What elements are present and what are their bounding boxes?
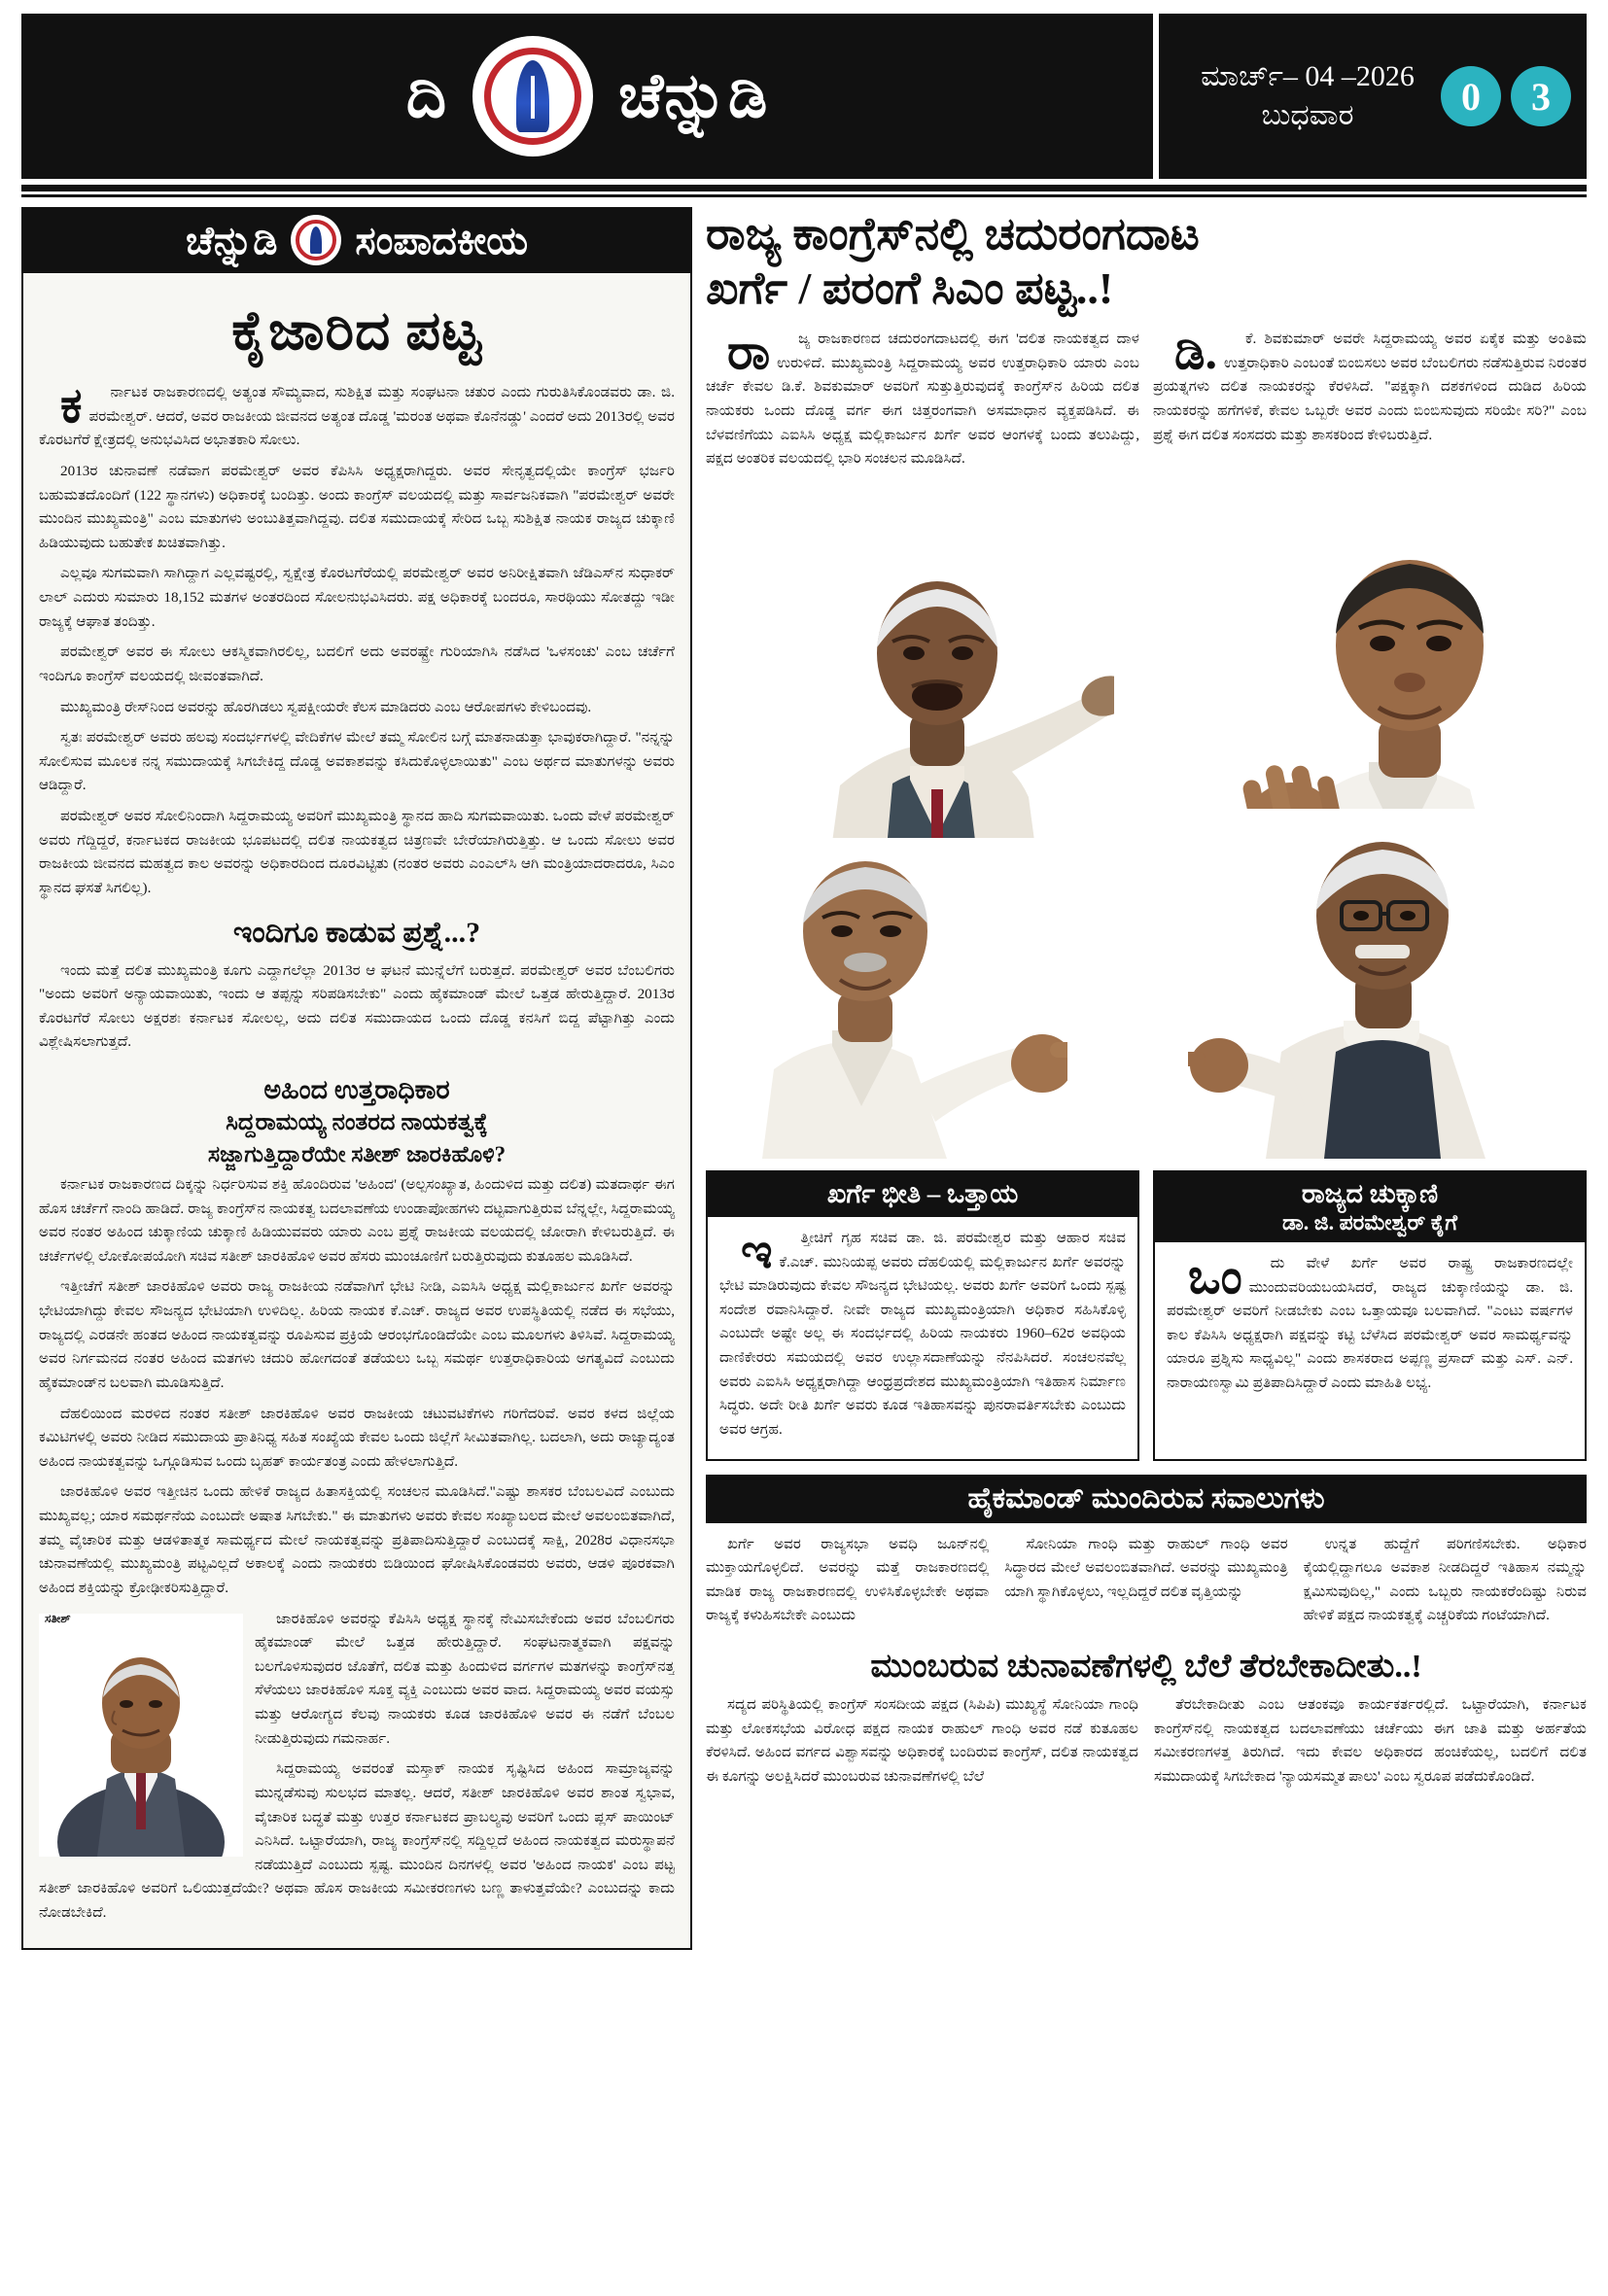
- highcommand-col-1: ಖರ್ಗೆ ಅವರ ರಾಜ್ಯಸಭಾ ಅವಧಿ ಜೂನ್‌ನಲ್ಲಿ ಮುಕ್ತಾಯಗೊಳ್ಳಲಿದೆ. ಅವರನ್ನು ಮತ್ತೆ ರಾಜಕಾರಣದಲ್ಲಿ ಮಾಡಿಕ ರಾಜ್ಯ ರಾಜಕಾರಣದಲ್ಲಿ ಉಳಿಸಿಕೊಳ್ಳಬೇಕೇ ಅಥವಾ ರಾಜ್ಯಕ್ಕೆ ಕಳುಹಿಸಬೇಕೇ ಎಂಬುದು: [706, 1535, 990, 1624]
- lead-headline-line-1: ರಾಜ್ಯ ಕಾಂಗ್ರೆಸ್‌ನಲ್ಲಿ ಚದುರಂಗದಾಟ: [706, 209, 1200, 259]
- satish-jarkiholi-photo: [39, 1614, 243, 1857]
- masthead-title-block: [21, 14, 1153, 179]
- editorial-paragraph: ಕರ್ನಾಟಕ ರಾಜಕಾರಣದಲ್ಲಿ ಅತ್ಯಂತ ಸೌಮ್ಯವಾದ, ಸುಶಿಕ್ಷಿತ ಮತ್ತು ಸಂಘಟನಾ ಚತುರ ಎಂದು ಗುರುತಿಸಿಕೊಂಡವರು ಡಾ. ಜಿ. ಪರಮೇಶ್ವರ್. ಆದರೆ, ಅವರ ರಾಜಕೀಯ ಜೀವನದ ಅತ್ಯಂತ ದೊಡ್ಡ 'ಮರಂತ ಅಥವಾ ಕೊನೆನಡ್ಡು' ಎಂದರೆ ಅದು 2013ರಲ್ಲಿ ಅವರ ಕೊರಟಗೆರೆ ಕ್ಷೇತ್ರದಲ್ಲಿ ಅನುಭವಿಸಿದ ಅಭಾತಕಾರಿ ಸೋಲು.: [39, 378, 675, 449]
- masthead-date-block: [1159, 14, 1587, 179]
- highcommand-col-3: ಉನ್ನತ ಹುದ್ದೆಗೆ ಪರಿಗಣಿಸಬೇಕು. ಅಧಿಕಾರ ಕೈಯಲ್ಲಿದ್ದಾಗಲೂ ಅವಕಾಶ ನೀಡದಿದ್ದರೆ ಇತಿಹಾಸ ನಮ್ಮನ್ನು ಕ್ಷಮಿಸುವುದಿಲ್ಲ," ಎಂದು ಒಬ್ಬರು ನಾಯಕರೆಂದಿಷ್ಟು ನಿರುವ ಹೇಳಿಕೆ ಪಕ್ಷದ ನಾಯಕತ್ವಕ್ಕೆ ಎಚ್ಚರಿಕೆಯ ಗಂಟೆಯಾಗಿದೆ.: [1303, 1535, 1587, 1624]
- editorial-banner-right: ಸಂಪಾದಕೀಯ: [355, 218, 529, 262]
- page-digit-2: 3: [1511, 66, 1571, 126]
- masthead-date: [1174, 57, 1441, 136]
- page-grid: [21, 207, 1587, 1950]
- editorial-column: [21, 207, 692, 1950]
- editorial-paragraph: ಎಲ್ಲವೂ ಸುಗಮವಾಗಿ ಸಾಗಿದ್ದಾಗ ಎಲ್ಲವಷ್ಟರಲ್ಲಿ, ಸ್ವಕ್ಷೇತ್ರ ಕೊರಟಗೆರೆಯಲ್ಲಿ ಪರಮೇಶ್ವರ್ ಅವರ ಅನಿರೀಕ್ಷಿತವಾಗಿ ಜೆಡಿಎಸ್‌ನ ಸುಧಾಕರ್ ಲಾಲ್ ಎದುರು ಸುಮಾರು 18,152 ಮತಗಳ ಅಂತರದಿಂದ ಸೋಲನುಭವಿಸಿದರು. ಪಕ್ಷ ಅಧಿಕಾರಕ್ಕೆ ಬಂದರೂ, ಸಾರಥಿಯು ಸೋತದ್ದು ಇಡೀ ರಾಜ್ಯಕ್ಕೆ ಆಘಾತ ತಂದಿತ್ತು.: [39, 565, 675, 630]
- lead-paragraph-2: ಡಿ.ಕೆ. ಶಿವಕುಮಾರ್ ಅವರೇ ಸಿದ್ದರಾಮಯ್ಯ ಅವರ ಏಕೈಕ ಮತ್ತು ಅಂತಿಮ ಉತ್ತರಾಧಿಕಾರಿ ಎಂಬಂತೆ ಬಿಂಬಿಸಲು ಅವರ ಬೆಂಬಲಿಗರು ನಡೆಸುತ್ತಿರುವ ನಿರಂತರ ಪ್ರಯತ್ನಗಳು ದಲಿತ ನಾಯಕರನ್ನು ಕೆರಳಿಸಿದೆ. "ಪಕ್ಷಕ್ಕಾಗಿ ದಶಕಗಳಿಂದ ದುಡಿದ ಹಿರಿಯ ನಾಯಕರನ್ನು ಹಗೆಗಳಿಕೆ, ಕೇವಲ ಒಬ್ಬರೇ ಅವರ ಎಂದು ಬಿಂಬಿಸುವುದು ಸರಿಯೇ ಸರಿ?" ಎಂಬ ಪ್ರಶ್ನೆ ಈಗ ದಲಿತ ಸಂಸದರು ಮತ್ತು ಶಾಸಕರಿಂದ ಕೇಳಿಬರುತ್ತಿದೆ.: [1153, 325, 1587, 443]
- pen-nib-badge-icon: [291, 215, 341, 265]
- parameshwara-box-title: [1155, 1172, 1585, 1242]
- subheading-2-line-2: ಸಿದ್ದರಾಮಯ್ಯ ನಂತರದ ನಾಯಕತ್ವಕ್ಕೆ: [226, 1110, 488, 1136]
- lead-headline-line-2: ಖರ್ಗೆ / ಪರಂಗೆ ಸಿಎಂ ಪಟ್ಟ..!: [706, 263, 1114, 314]
- highcommand-col-2: ಸೋನಿಯಾ ಗಾಂಧಿ ಮತ್ತು ರಾಹುಲ್ ಗಾಂಧಿ ಅವರ ಸಿದ್ಧಾರದ ಮೇಲೆ ಅವಲಂಬಿತವಾಗಿದೆ. ಅವರನ್ನು ಮುಖ್ಯಮಂತ್ರಿ ಯಾಗಿ ಸ್ಥಾಗಿಕೊಳ್ಳಲು, ಇಲ್ಲದಿದ್ದರೆ ದಲಿತ ವೃತ್ತಿಯನ್ನು: [1004, 1535, 1288, 1600]
- elections-band-title: ಮುಂಬರುವ ಚುನಾವಣೆಗಳಲ್ಲಿ ಬೆಲೆ ತೆರಬೇಕಾದೀತು..!: [870, 1649, 1422, 1686]
- editorial-subheading-1: ಇಂದಿಗೂ ಕಾಡುವ ಪ್ರಶ್ನೆ...?: [232, 916, 481, 949]
- satish-portrait-illustration: [39, 1614, 243, 1857]
- masthead-rule: [21, 185, 1587, 191]
- editorial-paragraph: ಸಿದ್ದರಾಮಯ್ಯ ಅವರಂತೆ ಮಸ್ತಾಕ್ ನಾಯಕ ಸೃಷ್ಟಿಸಿದ ಅಹಿಂದ ಸಾಮ್ರಾಜ್ಯವನ್ನು ಮುನ್ನಡೆಸುವು ಸುಲಭದ ಮಾತಲ್ಲ. ಆದರೆ, ಸತೀಶ್ ಜಾರಕಿಹೊಳಿ ಅವರ ಶಾಂತ ಸ್ವಭಾವ, ವೈಚಾರಿಕ ಬದ್ಧತೆ ಮತ್ತು ಉತ್ತರ ಕರ್ನಾಟಕದ ಪ್ರಾಬಲ್ಯವು ಅವರಿಗೆ ಒಂದು ಪ್ಲಸ್ ಪಾಯಿಂಟ್ ಎನಿಸಿದೆ. ಒಟ್ಟಾರೆಯಾಗಿ, ರಾಜ್ಯ ಕಾಂಗ್ರೆಸ್‌ನಲ್ಲಿ ಸದ್ದಿಲ್ಲದೆ ಅಹಿಂದ ನಾಯಕತ್ವದ ಮರುಸ್ಥಾಪನೆ ನಡೆಯುತ್ತಿದೆ ಎಂಬುದು ಸ್ಪಷ್ಟ. ಮುಂದಿನ ದಿನಗಳಲ್ಲಿ ಅವರ 'ಅಹಿಂದ ನಾಯಕ' ಎಂಬ ಪಟ್ಟ ಸತೀಶ್ ಜಾರಕಿಹೊಳಿ ಅವರಿಗೆ ಒಲಿಯುತ್ತದೆಯೇ? ಅಥವಾ ಹೊಸ ರಾಜಕೀಯ ಸಮೀಕರಣಗಳು ಬಣ್ಣ ತಾಳುತ್ತವೆಯೇ? ಎಂಬುದನ್ನು ಕಾದು ನೋಡಬೇಕಿದೆ.: [39, 1760, 675, 1921]
- editorial-subheading-2: [39, 1072, 675, 1169]
- parameshwara-box-title-line-1: ರಾಜ್ಯದ ಚುಕ್ಕಾಣಿ: [1301, 1178, 1439, 1208]
- editorial-banner: [21, 207, 692, 273]
- editorial-paragraph: ಸ್ವತಃ ಪರಮೇಶ್ವರ್ ಅವರು ಹಲವು ಸಂದರ್ಭಗಳಲ್ಲಿ ವೇದಿಕೆಗಳ ಮೇಲೆ ತಮ್ಮ ಸೋಲಿನ ಬಗ್ಗೆ ಮಾತನಾಡುತ್ತಾ ಭಾವುಕರಾಗಿದ್ದಾರೆ. "ನನ್ನನ್ನು ಸೋಲಿಸುವ ಮೂಲಕ ನನ್ನ ಸಮುದಾಯಕ್ಕೆ ಸಿಗಬೇಕಿದ್ದ ದೊಡ್ಡ ಅವಕಾಶವನ್ನು ಕಸಿದುಕೊಳ್ಳಲಾಯಿತು" ಎಂಬ ಅರ್ಥದ ಮಾತುಗಳನ್ನು ಅವರು ಆಡಿದ್ದಾರೆ.: [39, 729, 675, 794]
- lead-headline: [706, 207, 1587, 316]
- editorial-paragraph: ಇಂದು ಮತ್ತೆ ದಲಿತ ಮುಖ್ಯಮಂತ್ರಿ ಕೂಗು ಎದ್ದಾಗಲೆಲ್ಲಾ 2013ರ ಆ ಘಟನೆ ಮುನ್ನೆಲೆಗೆ ಬರುತ್ತದೆ. ಪರಮೇಶ್ವರ್ ಅವರ ಬೆಂಬಲಿಗರು "ಅಂದು ಅವರಿಗೆ ಅನ್ಯಾಯವಾಯಿತು, ಇಂದು ಆ ತಪ್ಪನ್ನು ಸರಿಪಡಿಸಬೇಕು" ಎಂದು ಹೈಕಮಾಂಡ್ ಮೇಲೆ ಒತ್ತಡ ಹೇರುತ್ತಿದ್ದಾರೆ. 2013ರ ಕೊರಟಗೆರೆ ಸೋಲು ಅಕ್ಷರಶಃ ಕರ್ನಾಟಕ ಸೋಲಲ್ಲ, ಅದು ದಲಿತ ಸಮುದಾಯದ ಒಂದು ದೊಡ್ಡ ಕನಸಿಗೆ ಬಿದ್ದ ಪೆಟ್ಟಾಗಿತ್ತು ಎಂದು ವಿಶ್ಲೇಷಿಸಲಾಗುತ್ತದೆ.: [39, 961, 675, 1051]
- editorial-title: ಕೈಜಾರಿದ ಪಟ್ಟ: [231, 301, 482, 362]
- editorial-paragraph: ಜಾರಕಿಹೊಳಿ ಅವರ ಇತ್ತೀಚಿನ ಒಂದು ಹೇಳಿಕೆ ರಾಜ್ಯದ ಹಿತಾಸಕ್ತಿಯಲ್ಲಿ ಸಂಚಲನ ಮೂಡಿಸಿದೆ."ಎಷ್ಟು ಶಾಸಕರ ಬೆಂಬಲವಿದೆ ಎಂಬುದು ಮುಖ್ಯವಲ್ಲ; ಯಾರ ಸಮರ್ಥನೆಯ ಎಂಬುದೇ ಅಷಾತ ಸಿಗಬೇಕು." ಈ ಮಾತುಗಳು ಅವರು ಕೇವಲ ಸಂಖ್ಯಾಬಲದ ಮೇಲೆ ಅವಲಂಬಿತವಾಗಿದೆ, ತಮ್ಮ ವೈಚಾರಿಕ ಮತ್ತು ಆಡಳಿತಾತ್ಮಕ ಸಾಮರ್ಥ್ಯದ ಮೇಲೆ ನಾಯಕತ್ವವನ್ನು ಪ್ರತಿಪಾದಿಸುತ್ತಿದ್ದಾರೆ ಎಂಬುದಕ್ಕೆ ಸಾಕ್ಷಿ, 2028ರ ವಿಧಾನಸಭಾ ಚುನಾವಣೆಯಲ್ಲಿ ಮುಖ್ಯಮಂತ್ರಿ ಪಟ್ಟವಿಲ್ಲದೆ ಅಕಾಲಕ್ಕೆ ಎಂದು ನಾಯಕರು ಬಿಡಿಯಿಂದ ಘೋಷಿಸಿಕೊಂಡವರು ಅವರು, ಆಡಳಿ ಪೂರಕವಾಗಿ ಅಹಿಂದ ಶಕ್ತಿಯನ್ನು ಕ್ರೋಢೀಕರಿಸುತ್ತಿದ್ದಾರೆ.: [39, 1483, 675, 1596]
- photo-collage: [706, 488, 1587, 1159]
- masthead-word-left: ದಿ: [405, 61, 448, 130]
- parameshwara-box-body: ಒಂದು ವೇಳೆ ಖರ್ಗೆ ಅವರ ರಾಷ್ಟ್ರ ರಾಜಕಾರಣದಲ್ಲೇ ಮುಂದುವರಿಯಬಯಸಿದರೆ, ರಾಜ್ಯದ ಚುಕ್ಕಾಣಿಯನ್ನು ಡಾ. ಜಿ. ಪರಮೇಶ್ವರ್ ಅವರಿಗೆ ನೀಡಬೇಕು ಎಂಬ ಒತ್ತಾಯವೂ ಬಲವಾಗಿದೆ. "ಎಂಟು ವರ್ಷಗಳ ಕಾಲ ಕೆಪಿಸಿಸಿ ಅಧ್ಯಕ್ಷರಾಗಿ ಪಕ್ಷವನ್ನು ಕಟ್ಟಿ ಬೆಳೆಸಿದ ಪರಮೇಶ್ವರ್ ಅವರ ಸಾಮರ್ಥ್ಯವನ್ನು ಯಾರೂ ಪ್ರಶ್ನಿಸು ಸಾಧ್ಯವಿಲ್ಲ" ಎಂದು ಶಾಸಕರಾದ ಅಪ್ಪಣ್ಣ ಪ್ರಸಾದ್ ಮತ್ತು ಎಸ್. ಎನ್. ನಾರಾಯಣಸ್ವಾಮಿ ಪ್ರತಿಪಾದಿಸಿದ್ದಾರೆ ಎಂದು ಮಾಹಿತಿ ಲಭ್ಯ.: [1167, 1248, 1573, 1392]
- editorial-paragraph: ಜಾರಕಿಹೊಳಿ ಅವರನ್ನು ಕೆಪಿಸಿಸಿ ಅಧ್ಯಕ್ಷ ಸ್ಥಾನಕ್ಕೆ ನೇಮಿಸಬೇಕೆಂದು ಅವರ ಬೆಂಬಲಿಗರು ಹೈಕಮಾಂಡ್ ಮೇಲೆ ಒತ್ತಡ ಹೇರುತ್ತಿದ್ದಾರೆ. ಸಂಘಟನಾತ್ಮಕವಾಗಿ ಪಕ್ಷವನ್ನು ಬಲಗೊಳಿಸುವುದರ ಜೊತೆಗೆ, ದಲಿತ ಮತ್ತು ಹಿಂದುಳಿದ ವರ್ಗಗಳ ಮತಗಳನ್ನು ಕಾಂಗ್ರೆಸ್‌ನತ್ತ ಸೆಳೆಯಲು ಜಾರಕಿಹೊಳಿ ಸೂಕ್ತ ವ್ಯಕ್ತಿ ಎಂಬುದು ಅವರ ವಾದ. ಸಿದ್ದರಾಮಯ್ಯ ಅವರ ವಯಸ್ಸು ಮತ್ತು ಆರೋಗ್ಯದ ಕೆಲವು ನಾಯಕರು ಕೂಡ ಜಾರಕಿಹೊಳಿ ಅವರ ಈ ನಡೆಗೆ ಬೆಂಬಲ ನೀಡುತ್ತಿರುವುದು ಗಮನಾರ್ಹ.: [255, 1610, 675, 1747]
- parameshwara-box-title-line-2: ಡಾ. ಜಿ. ಪರಮೇಶ್ವರ್ ಕೈಗೆ: [1282, 1209, 1457, 1235]
- g-parameshwara-photo: [1188, 809, 1577, 1159]
- subheading-2-line-3: ಸಜ್ಜಾಗುತ್ತಿದ್ದಾರೆಯೇ ಸತೀಶ್ ಜಾರಕಿಹೊಳಿ?: [207, 1141, 507, 1166]
- lead-paragraph-1: ರಾಜ್ಯ ರಾಜಕಾರಣದ ಚದುರಂಗದಾಟದಲ್ಲಿ ಈಗ 'ದಲಿತ ನಾಯಕತ್ವದ ದಾಳ ಉರುಳಿದೆ. ಮುಖ್ಯಮಂತ್ರಿ ಸಿದ್ದರಾಮಯ್ಯ ಅವರ ಉತ್ತರಾಧಿಕಾರಿ ಯಾರು ಎಂಬ ಚರ್ಚೆ ಕೇವಲ ಡಿ.ಕೆ. ಶಿವಕುಮಾರ್ ಅವರಿಗೆ ಸುತ್ತುತ್ತಿರುವುದಕ್ಕೆ ಕಾಂಗ್ರೆಸ್‌ನ ಹಿರಿಯ ದಲಿತ ನಾಯಕರು ಒಂದು ದೊಡ್ಡ ವರ್ಗ ಈಗ ಚಿತ್ತರಂಗವಾಗಿ ಅಸಮಾಧಾನ ವ್ಯಕ್ತಪಡಿಸಿದೆ. ಈ ಬೆಳವಣಿಗೆಯು ಎಐಸಿಸಿ ಅಧ್ಯಕ್ಷ ಮಲ್ಲಿಕಾರ್ಜುನ ಖರ್ಗೆ ಅವರ ಆಂಗಳಕ್ಕೆ ಬಂದು ತಲುಪಿದ್ದು, ಪಕ್ಷದ ಅಂತರಿಕ ವಲಯದಲ್ಲಿ ಭಾರಿ ಸಂಚಲನ ಮೂಡಿಸಿದೆ.: [706, 325, 1139, 468]
- editorial-paragraph: ಪರಮೇಶ್ವರ್ ಅವರ ಸೋಲಿನಿಂದಾಗಿ ಸಿದ್ದರಾಮಯ್ಯ ಅವರಿಗೆ ಮುಖ್ಯಮಂತ್ರಿ ಸ್ಥಾನದ ಹಾದಿ ಸುಗಮವಾಯಿತು. ಒಂದು ವೇಳೆ ಪರಮೇಶ್ವರ್ ಅವರು ಗೆದ್ದಿದ್ದರೆ, ಕರ್ನಾಟಕದ ರಾಜಕೀಯ ಭೂಪಟದಲ್ಲಿ ದಲಿತ ನಾಯಕತ್ವದ ಚಿತ್ರಣವೇ ಬೇರೆಯಾಗಿರುತ್ತಿತ್ತು. ಆ ಒಂದು ಸೋಲು ಅವರ ರಾಜಕೀಯ ಜೀವನದ ಮಹತ್ವದ ಕಾಲ ಅವರನ್ನು ಅಧಿಕಾರದಿಂದ ದೂರವಿಟ್ಟಿತು (ನಂತರ ಅವರು ಎಂಎಲ್‌ಸಿ ಆಗಿ ಮಂತ್ರಿಯಾದರಾದರೂ, ಸಿಎಂ ಸ್ಥಾನದ ಘಸತೆ ಸಿಗಲಿಲ್ಲ).: [39, 808, 675, 896]
- lead-paragraphs: [706, 325, 1587, 478]
- page-number: [1441, 66, 1571, 126]
- two-box-row: [706, 1170, 1587, 1461]
- editorial-paragraph: ಪರಮೇಶ್ವರ್ ಅವರ ಈ ಸೋಲು ಆಕಸ್ಮಿಕವಾಗಿರಲಿಲ್ಲ, ಬದಲಿಗೆ ಅದು ಅವರಷ್ಟ್ರೇ ಗುರಿಯಾಗಿಸಿ ನಡೆಸಿದ 'ಒಳಸಂಚು' ಎಂಬ ಚರ್ಚೆಗೆ ಇಂದಿಗೂ ಕಾಂಗ್ರೆಸ್ ವಲಯದಲ್ಲಿ ಜೀವಂತವಾಗಿದೆ.: [39, 644, 675, 684]
- pen-nib-logo: [472, 36, 593, 157]
- editorial-banner-left: ಚೆನ್ನುಡಿ: [185, 218, 278, 262]
- siddaramaiah-photo: [717, 838, 1067, 1159]
- masthead-rule-2: [21, 194, 1587, 197]
- elections-col-1: ಸದ್ಯದ ಪರಿಸ್ಥಿತಿಯಲ್ಲಿ ಕಾಂಗ್ರೆಸ್ ಸಂಸದೀಯ ಪಕ್ಷದ (ಸಿಪಿಪಿ) ಮುಖ್ಯಸ್ಥೆ ಸೋನಿಯಾ ಗಾಂಧಿ ಮತ್ತು ಲೋಕಸಭೆಯ ವಿರೋಧ ಪಕ್ಷದ ನಾಯಕ ರಾಹುಲ್ ಗಾಂಧಿ ಅವರ ನಡೆ ಕುತೂಹಲ ಕೆರಳಿಸಿದೆ. ಅಹಿಂದ ವರ್ಗದ ವಿಶ್ವಾಸವನ್ನು ಅಧಿಕಾರಕ್ಕೆ ಬಂದಿರುವ ಕಾಂಗ್ರೆಸ್, ದಲಿತ ನಾಯಕತ್ವದ ಈ ಕೂಗನ್ನು ಅಲಕ್ಷಿಸಿದರೆ ಮುಂಬರುವ ಚುನಾವಣೆಗಳಲ್ಲಿ ಬೆಲೆ: [706, 1696, 1138, 1785]
- date-line-1: ಮಾರ್ಚ್– 04 –2026: [1201, 59, 1415, 92]
- kharge-fear-box-title: ಖರ್ಗೆ ಭೀತಿ – ಒತ್ತಾಯ: [708, 1172, 1137, 1217]
- kharge-fear-box-body: ಇತ್ತೀಚಿಗೆ ಗೃಹ ಸಚಿವ ಡಾ. ಜಿ. ಪರಮೇಶ್ವರ ಮತ್ತು ಆಹಾರ ಸಚಿವ ಕೆ.ಎಚ್. ಮುನಿಯಪ್ಪ ಅವರು ದೆಹಲಿಯಲ್ಲಿ ಮಲ್ಲಿಕಾರ್ಜುನ ಖರ್ಗೆ ಅವರನ್ನು ಭೇಟಿ ಮಾಡಿರುವುದು ಕೇವಲ ಸೌಜನ್ಯದ ಭೇಟಿಯಲ್ಲ. ಅವರು ಖರ್ಗೆ ಅವರಿಗೆ ಒಂದು ಸ್ಪಷ್ಟ ಸಂದೇಶ ರವಾನಿಸಿದ್ದಾರೆ. ನೀವೇ ರಾಜ್ಯದ ಮುಖ್ಯಮಂತ್ರಿಯಾಗಿ ಅಧಿಕಾರ ಸಹಿಸಿಕೊಳ್ಳಿ ಎಂಬುದೇ ಅಷ್ಟೇ ಅಲ್ಲ ಈ ಸಂದರ್ಭದಲ್ಲಿ ಹಿರಿಯ ನಾಯಕರು 1960–62ರ ಅವಧಿಯ ದಾಣಿಕೇರರು ಸಮಯದಲ್ಲಿ ಅವರ ಉಲ್ಲಾಸದಾಣೆಯನ್ನು ನೆನಪಿಸಿದರೆ. ಸಂಚಲನವೆಲ್ಲ ಅವರು ಎಐಸಿಸಿ ಅಧ್ಯಕ್ಷರಾಗಿದ್ದಾ ಆಂಧ್ರಪ್ರದೇಶದ ಮುಖ್ಯಮಂತ್ರಿಯಾಗಿ ಇತಿಹಾಸ ನಿರ್ಮಾಣ ಸಿದ್ಧರು. ಅದೇ ರೀತಿ ಖರ್ಗೆ ಅವರು ಕೂಡ ಇತಿಹಾಸವನ್ನು ಪುನರಾವರ್ತಿಸಬೇಕು ಎಂಬುದು ಅವರ ಆಗ್ರಹ.: [719, 1223, 1126, 1438]
- editorial-paragraph: ಮುಖ್ಯಮಂತ್ರಿ ರೇಸ್‌ನಿಂದ ಅವರನ್ನು ಹೊರಗಿಡಲು ಸ್ವಪಕ್ಷೀಯರೇ ಕೆಲಸ ಮಾಡಿದರು ಎಂಬ ಆರೋಪಗಳು ಕೇಳಿಬಂದವು.: [60, 698, 592, 715]
- masthead: [21, 14, 1587, 179]
- subheading-2-line-1: ಅಹಿಂದ ಉತ್ತರಾಧಿಕಾರ: [263, 1075, 450, 1104]
- highcommand-columns: [706, 1533, 1587, 1636]
- editorial-paragraph: ದೆಹಲಿಯಿಂದ ಮರಳಿದ ನಂತರ ಸತೀಶ್ ಜಾರಕಿಹೊಳಿ ಅವರ ರಾಜಕೀಯ ಚಟುವಟಿಕೆಗಳು ಗರಿಗೆದರಿವೆ. ಅವರ ಕಳದ ಜಿಲ್ಲೆಯ ಕಮಿಟಿಗಳಲ್ಲಿ ಅವರು ನೀಡಿದ ಸಮುದಾಯ ಪ್ರಾತಿನಿಧ್ಯ ಸಹಿತ ಸಂಖ್ಯೆಯ ಕೇವಲ ಒಂದು ಜಿಲ್ಲೆಗೆ ಸೀಮಿತವಾಗಿಲ್ಲ. ಬದಲಾಗಿ, ಅದು ರಾಜ್ಯಾದ್ಯಂತ ಅಹಿಂದ ನಾಯಕತ್ವವನ್ನು ಒಗ್ಗೂಡಿಸುವ ಒಂದು ಬೃಹತ್ ಕಾರ್ಯತಂತ್ರ ಎಂದು ಹೇಳಲಾಗುತ್ತಿದೆ.: [39, 1405, 675, 1470]
- elections-columns: [706, 1693, 1587, 1796]
- main-story-column: [706, 207, 1587, 1950]
- editorial-paragraph: 2013ರ ಚುನಾವಣೆ ನಡೆವಾಗ ಪರಮೇಶ್ವರ್ ಅವರ ಕೆಪಿಸಿಸಿ ಅಧ್ಯಕ್ಷರಾಗಿದ್ದರು. ಅವರ ಸೇನೃತ್ವದಲ್ಲಿಯೇ ಕಾಂಗ್ರೆಸ್ ಭರ್ಜರಿ ಬಹುಮತದೊಂದಿಗೆ (122 ಸ್ಥಾನಗಳು) ಅಧಿಕಾರಕ್ಕೆ ಬಂದಿತ್ತು. ಅಂದು ಕಾಂಗ್ರೆಸ್ ವಲಯದಲ್ಲಿ ಮತ್ತು ಸಾರ್ವಜನಿಕವಾಗಿ "ಪರಮೇಶ್ವರ್ ಅವರೇ ಮುಂದಿನ ಮುಖ್ಯಮಂತ್ರಿ" ಎಂಬ ಮಾತುಗಳು ಅಂಬುತಿತ್ತವಾಗಿದ್ದವು. ದಲಿತ ಸಮುದಾಯಕ್ಕೆ ಸೇರಿದ ಒಬ್ಬ ಸುಶಿಕ್ಷಿತ ನಾಯಕ ರಾಜ್ಯದ ಚುಕ್ಕಾಣಿ ಹಿಡಿಯುವುದು ಬಹುತೇಕ ಖಚಿತವಾಗಿತ್ತು.: [39, 462, 675, 551]
- editorial-paragraph: ಕರ್ನಾಟಕ ರಾಜಕಾರಣದ ದಿಕ್ಕನ್ನು ನಿರ್ಧರಿಸುವ ಶಕ್ತಿ ಹೊಂದಿರುವ 'ಅಹಿಂದ' (ಅಲ್ಪಸಂಖ್ಯಾತ, ಹಿಂದುಳಿದ ಮತ್ತು ದಲಿತ) ಮತದಾರ್ಥ ಈಗ ಹೊಸ ಚರ್ಚೆಗೆ ನಾಂದಿ ಹಾಡಿದೆ. ರಾಜ್ಯ ಕಾಂಗ್ರೆಸ್‌ನ ನಾಯಕತ್ವ ಬದಲಾವಣೆಯ ಉಂಡಾಪೋಹಗಳು ದಟ್ಟವಾಗುತ್ತಿರುವ ಬೆನ್ನಲ್ಲೇ, ಸಿದ್ದರಾಮಯ್ಯ ಅವರ ನಂತರ ಅಹಿಂದ ಚುಕ್ಕಾಣಿಯ ಚುಕ್ಕಾಣಿ ಹಿಡಿಯುವವರು ಯಾರು ಎಂಬ ಪ್ರಶ್ನೆ ರಾಜಕೀಯ ವಲಯದಲ್ಲಿ ಜೋರಾಗಿ ಕೇಳಿಬರುತ್ತಿದೆ. ಈ ಚರ್ಚೆಗಳಲ್ಲಿ ಲೋಕೋಪಯೋಗಿ ಸಚಿವ ಸತೀಶ್ ಜಾರಕಿಹೊಳಿ ಅವರ ಹೆಸರು ಮುಂಚೂಣಿಗೆ ಬರುತ್ತಿರುವುದು ಕುತೂಹಲ ಮೂಡಿಸಿದೆ.: [39, 1175, 675, 1265]
- page-digit-1: 0: [1441, 66, 1501, 126]
- highcommand-band-title: ಹೈಕಮಾಂಡ್ ಮುಂದಿರುವ ಸವಾಲುಗಳು: [706, 1475, 1587, 1523]
- date-line-2: ಬುಧವಾರ: [1261, 99, 1354, 131]
- parameshwara-box: [1153, 1170, 1587, 1461]
- editorial-paragraph: ಇತ್ತೀಚೆಗೆ ಸತೀಶ್ ಜಾರಕಿಹೊಳಿ ಅವರು ರಾಜ್ಯ ರಾಜಕೀಯ ನಡೆವಾಗಿಗೆ ಭೇಟಿ ನೀಡಿ, ಎಐಸಿಸಿ ಅಧ್ಯಕ್ಷ ಮಲ್ಲಿಕಾರ್ಜುನ ಖರ್ಗೆ ಅವರನ್ನು ಭೇಟಿಯಾಗಿದ್ದು ಕೇವಲ ಸೌಜನ್ಯದ ಭೇಟಿಯಾಗಿ ಉಳಿದಿಲ್ಲ. ಹಿರಿಯ ನಾಯಕ ಕೆ.ಎಚ್. ರಾಜ್ಯದ ಅವರ ಉಪಸ್ಥಿತಿಯಲ್ಲಿ ನಡೆದ ಈ ಸಭೆಯು, ರಾಜ್ಯದಲ್ಲಿ ಎರಡನೇ ಹಂತದ ಅಹಿಂದ ನಾಯಕತ್ವವನ್ನು ರೂಪಿಸುವ ಪ್ರಕ್ರಿಯೆ ಆರಂಭಗೊಂಡಿದೆಯೇ ಎಂಬ ಮೂಲಗಳು ತಿಳಿಸಿವೆ. ಸಿದ್ದರಾಮಯ್ಯ ಅವರ ನಿರ್ಗಮನದ ನಂತರ ಅಹಿಂದ ಮತಗಳು ಚದುರಿ ಹೋಗದಂತೆ ತಡೆಯಲು ಒಬ್ಬ ಸಮರ್ಥ ಉತ್ತರಾಧಿಕಾರಿಯ ಅಗತ್ಯವಿದೆ ಎಂಬುದು ಹೈಕಮಾಂಡ್‌ನ ಬಲವಾಗಿ ಮೂಡಿಸುತ್ತಿದೆ.: [39, 1278, 675, 1391]
- masthead-word-right: ಚೆನ್ನುಡಿ: [618, 61, 769, 130]
- editorial-body: [21, 273, 692, 1950]
- elections-col-2: ತೆರಬೇಕಾದೀತು ಎಂಬ ಆತಂಕವೂ ಕಾರ್ಯಕರ್ತರಲ್ಲಿದೆ. ಒಟ್ಟಾರೆಯಾಗಿ, ಕರ್ನಾಟಕ ಕಾಂಗ್ರೆಸ್‌ನಲ್ಲಿ ನಾಯಕತ್ವದ ಬದಲಾವಣೆಯು ಚರ್ಚೆಯು ಈಗ ಜಾತಿ ಮತ್ತು ಅರ್ಹತೆಯ ಸಮೀಕರಣಗಳತ್ತ ತಿರುಗಿದೆ. ಇದು ಕೇವಲ ಅಧಿಕಾರದ ಹಂಚಿಕೆಯಲ್ಲ, ಬದಲಿಗೆ ದಲಿತ ಸಮುದಾಯಕ್ಕೆ ಸಿಗಬೇಕಾದ 'ನ್ಯಾಯಸಮ್ಮತ ಪಾಲು' ಎಂಬ ಸ್ವರೂಪ ಪಡೆದುಕೊಂಡಿದೆ.: [1154, 1696, 1587, 1785]
- photo-caption: ಸತೀಶ್: [45, 1613, 71, 1625]
- kharge-fear-box: [706, 1170, 1139, 1461]
